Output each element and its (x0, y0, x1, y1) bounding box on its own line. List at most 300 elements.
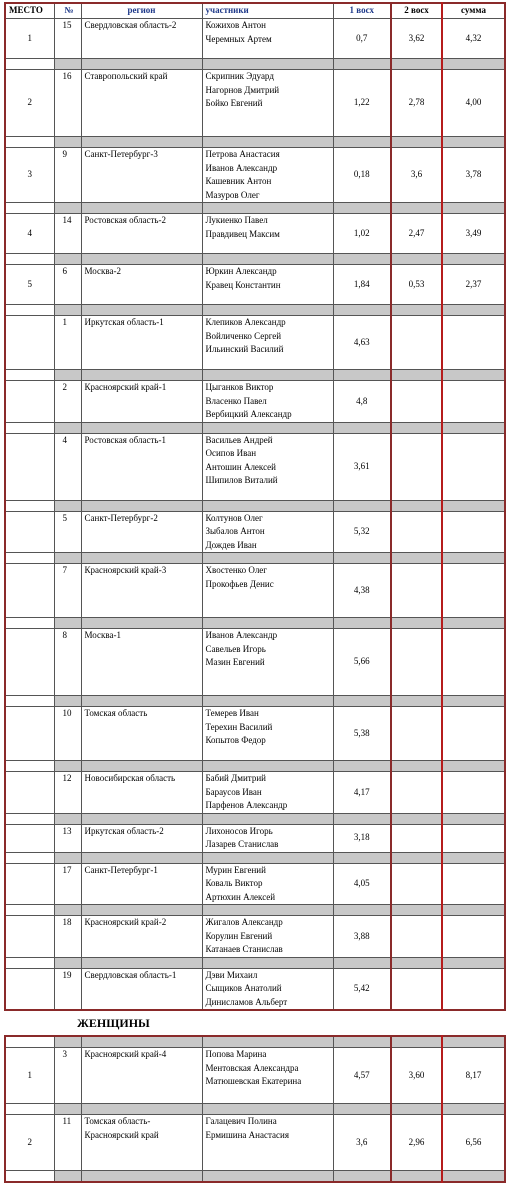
participant-name: Кравец Константин (205, 279, 281, 290)
separator-cell (54, 852, 81, 863)
separator-cell (442, 905, 505, 916)
table-row (5, 1048, 505, 1104)
cell-ascent-2: 2,78 (391, 70, 442, 137)
cell-sum (442, 824, 505, 852)
table-row (5, 214, 505, 254)
separator-cell (54, 370, 81, 381)
separator-cell (333, 59, 391, 70)
separator-cell (81, 1036, 202, 1048)
table-row (5, 707, 505, 761)
separator-row (5, 203, 505, 214)
cell-place (5, 863, 54, 905)
separator-row (5, 618, 505, 629)
table-row (5, 968, 505, 1010)
separator-cell (202, 905, 333, 916)
separator-cell (5, 500, 54, 511)
separator-cell (81, 1104, 202, 1115)
separator-cell (81, 553, 202, 564)
cell-region (81, 316, 202, 370)
cell-ascent-2: 2,96 (391, 1115, 442, 1171)
separator-row (5, 254, 505, 265)
separator-row (5, 761, 505, 772)
cell-number: 9 (54, 148, 81, 203)
separator-cell (81, 696, 202, 707)
cell-ascent-2 (391, 564, 442, 618)
separator-cell (333, 905, 391, 916)
separator-cell (54, 59, 81, 70)
cell-region (81, 968, 202, 1010)
participant-name: Юркин Александр (205, 266, 277, 276)
participant-name: Лукиенко Павел (205, 215, 268, 225)
separator-cell (54, 618, 81, 629)
cell-region (81, 916, 202, 958)
cell-sum: 6,56 (442, 1115, 505, 1171)
cell-ascent-1: 0,18 (333, 148, 391, 203)
cell-ascent-2 (391, 968, 442, 1010)
separator-cell (81, 905, 202, 916)
participant-name: Правдивец Максим (205, 228, 280, 239)
participant-name: Жигалов Александр (205, 917, 283, 927)
separator-row (5, 553, 505, 564)
cell-place: 1 (5, 19, 54, 59)
header-sum: сумма (442, 3, 505, 19)
region-line: Свердловская область-1 (84, 969, 177, 980)
header-ascent-1: 1 восх (333, 3, 391, 19)
participant-name: Антошин Алексей (205, 461, 276, 472)
separator-cell (333, 137, 391, 148)
separator-cell (54, 905, 81, 916)
separator-cell (333, 1104, 391, 1115)
cell-number: 19 (54, 968, 81, 1010)
participant-name: Иванов Александр (205, 162, 278, 173)
region-line: Красноярский край (84, 1129, 159, 1140)
cell-sum (442, 511, 505, 553)
cell-participants (202, 70, 333, 137)
cell-ascent-2 (391, 772, 442, 814)
cell-participants (202, 968, 333, 1010)
separator-cell (442, 553, 505, 564)
cell-ascent-1: 3,88 (333, 916, 391, 958)
cell-ascent-1: 4,17 (333, 772, 391, 814)
table-row (5, 265, 505, 305)
separator-row (5, 137, 505, 148)
cell-region (81, 1048, 202, 1104)
cell-region (81, 19, 202, 59)
separator-cell (202, 1036, 333, 1048)
participant-name: Коваль Виктор (205, 878, 263, 888)
cell-place (5, 824, 54, 852)
separator-cell (81, 203, 202, 214)
women-section-title: ЖЕНЩИНЫ (77, 1016, 150, 1030)
separator-row (5, 813, 505, 824)
cell-number: 6 (54, 265, 81, 305)
region-line: Санкт-Петербург-1 (84, 864, 158, 875)
header-participants: участники (202, 3, 333, 19)
separator-cell (5, 761, 54, 772)
participant-name: Нагорнов Дмитрий (205, 84, 280, 95)
separator-cell (391, 422, 442, 433)
separator-cell (333, 618, 391, 629)
separator-cell (5, 813, 54, 824)
separator-cell (333, 696, 391, 707)
participant-name: Попова Марина (205, 1049, 267, 1059)
cell-sum: 4,00 (442, 70, 505, 137)
cell-ascent-2 (391, 433, 442, 500)
cell-participants (202, 1048, 333, 1104)
separator-cell (54, 1104, 81, 1115)
separator-cell (391, 696, 442, 707)
participant-name: Прокофьев Денис (205, 578, 274, 589)
separator-cell (442, 761, 505, 772)
cell-number: 16 (54, 70, 81, 137)
cell-region (81, 707, 202, 761)
separator-row (5, 852, 505, 863)
separator-cell (202, 203, 333, 214)
separator-row (5, 305, 505, 316)
cell-sum (442, 629, 505, 696)
cell-place (5, 381, 54, 423)
table-row (5, 381, 505, 423)
separator-cell (391, 1171, 442, 1183)
separator-cell (202, 254, 333, 265)
participant-name: Савельев Игорь (205, 643, 266, 654)
women-results-table (4, 1035, 506, 1183)
cell-ascent-1: 4,63 (333, 316, 391, 370)
separator-cell (5, 370, 54, 381)
separator-cell (333, 305, 391, 316)
separator-cell (5, 422, 54, 433)
separator-cell (5, 1171, 54, 1183)
cell-sum (442, 433, 505, 500)
separator-cell (54, 203, 81, 214)
cell-place: 2 (5, 1115, 54, 1171)
separator-cell (442, 1171, 505, 1183)
participant-name: Вербицкий Александр (205, 409, 292, 419)
separator-cell (202, 370, 333, 381)
separator-cell (81, 137, 202, 148)
cell-place: 5 (5, 265, 54, 305)
cell-place (5, 629, 54, 696)
cell-sum: 3,49 (442, 214, 505, 254)
separator-cell (391, 370, 442, 381)
table-row (5, 433, 505, 500)
participant-name: Петрова Анастасия (205, 149, 280, 159)
separator-row (5, 422, 505, 433)
cell-ascent-1: 1,84 (333, 265, 391, 305)
separator-cell (202, 305, 333, 316)
separator-cell (54, 1171, 81, 1183)
cell-number: 15 (54, 19, 81, 59)
separator-cell (333, 852, 391, 863)
separator-row (5, 696, 505, 707)
separator-cell (202, 696, 333, 707)
cell-ascent-1: 4,05 (333, 863, 391, 905)
cell-sum (442, 381, 505, 423)
separator-cell (333, 370, 391, 381)
header-place: МЕСТО (5, 3, 54, 19)
participant-name: Ермишина Анастасия (205, 1129, 289, 1140)
separator-row (5, 1104, 505, 1115)
cell-region (81, 564, 202, 618)
separator-cell (442, 59, 505, 70)
separator-row (5, 1036, 505, 1048)
separator-cell (442, 370, 505, 381)
cell-number: 8 (54, 629, 81, 696)
cell-region (81, 381, 202, 423)
region-line: Томская область- (84, 1116, 151, 1126)
separator-cell (333, 422, 391, 433)
cell-participants (202, 1115, 333, 1171)
separator-cell (81, 618, 202, 629)
table-row (5, 148, 505, 203)
separator-cell (54, 254, 81, 265)
separator-cell (202, 137, 333, 148)
region-line: Иркутская область-1 (84, 317, 164, 327)
cell-sum (442, 968, 505, 1010)
separator-cell (81, 852, 202, 863)
region-line: Иркутская область-2 (84, 825, 164, 836)
separator-cell (54, 813, 81, 824)
separator-cell (391, 254, 442, 265)
region-line: Москва-1 (84, 630, 121, 640)
cell-participants (202, 824, 333, 852)
separator-cell (442, 1036, 505, 1048)
participant-name: Шипилов Виталий (205, 475, 278, 485)
participant-name: Кашевник Антон (205, 176, 272, 186)
cell-ascent-1: 5,38 (333, 707, 391, 761)
cell-sum (442, 564, 505, 618)
participant-name: Терехин Василий (205, 721, 273, 732)
separator-cell (391, 1036, 442, 1048)
cell-place: 2 (5, 70, 54, 137)
participant-name: Корулин Евгений (205, 930, 273, 941)
region-line: Ростовская область-1 (84, 434, 166, 445)
separator-cell (442, 1104, 505, 1115)
table-row (5, 916, 505, 958)
cell-sum: 4,32 (442, 19, 505, 59)
separator-cell (391, 905, 442, 916)
cell-number: 5 (54, 511, 81, 553)
participant-name: Хвостенко Олег (205, 565, 267, 575)
men-table-body (5, 19, 505, 1011)
region-line: Москва-2 (84, 266, 121, 276)
separator-cell (5, 1036, 54, 1048)
cell-place (5, 316, 54, 370)
cell-ascent-2 (391, 629, 442, 696)
cell-sum: 2,37 (442, 265, 505, 305)
region-line: Санкт-Петербург-3 (84, 149, 158, 159)
separator-cell (5, 137, 54, 148)
cell-ascent-2 (391, 381, 442, 423)
cell-ascent-2 (391, 824, 442, 852)
cell-number: 11 (54, 1115, 81, 1171)
cell-place (5, 772, 54, 814)
cell-participants (202, 214, 333, 254)
cell-sum (442, 916, 505, 958)
cell-number: 1 (54, 316, 81, 370)
cell-number: 3 (54, 1048, 81, 1104)
cell-participants (202, 772, 333, 814)
participant-name: Цыганков Виктор (205, 382, 274, 392)
separator-cell (391, 305, 442, 316)
separator-cell (5, 553, 54, 564)
cell-ascent-2 (391, 316, 442, 370)
separator-cell (81, 500, 202, 511)
region-line: Ставропольский край (84, 71, 168, 81)
header-region: регион (81, 3, 202, 19)
cell-ascent-2 (391, 707, 442, 761)
separator-cell (333, 1036, 391, 1048)
separator-cell (54, 422, 81, 433)
region-line: Новосибирская область (84, 773, 176, 783)
separator-row (5, 500, 505, 511)
participant-name: Власенко Павел (205, 395, 267, 406)
separator-row (5, 59, 505, 70)
cell-ascent-2: 3,6 (391, 148, 442, 203)
participant-name: Темерев Иван (205, 708, 259, 718)
participant-name: Мурин Евгений (205, 864, 266, 875)
separator-cell (81, 370, 202, 381)
cell-number: 13 (54, 824, 81, 852)
cell-participants (202, 148, 333, 203)
separator-cell (202, 1104, 333, 1115)
region-line: Томская область (84, 708, 148, 718)
cell-place (5, 433, 54, 500)
separator-cell (333, 254, 391, 265)
participant-name: Зыбалов Антон (205, 526, 265, 536)
separator-cell (202, 500, 333, 511)
cell-ascent-2: 3,60 (391, 1048, 442, 1104)
separator-cell (202, 618, 333, 629)
results-page (4, 2, 504, 1183)
cell-region (81, 265, 202, 305)
separator-cell (442, 137, 505, 148)
separator-cell (391, 500, 442, 511)
cell-region (81, 1115, 202, 1171)
participant-name: Парфенов Александр (205, 800, 288, 810)
participant-name: Войличенко Сергей (205, 330, 282, 341)
cell-place (5, 707, 54, 761)
region-line: Ростовская область-2 (84, 215, 166, 225)
cell-ascent-2 (391, 863, 442, 905)
cell-participants (202, 433, 333, 500)
women-table-body (5, 1036, 505, 1182)
separator-cell (81, 305, 202, 316)
cell-ascent-1: 1,02 (333, 214, 391, 254)
separator-cell (5, 618, 54, 629)
participant-name: Динисламов Альберт (205, 996, 288, 1007)
cell-participants (202, 381, 333, 423)
separator-cell (391, 1104, 442, 1115)
cell-number: 18 (54, 916, 81, 958)
separator-cell (391, 203, 442, 214)
separator-cell (391, 852, 442, 863)
table-row (5, 19, 505, 59)
cell-participants (202, 564, 333, 618)
participant-name: Клепиков Александр (205, 317, 286, 327)
region-line: Красноярский край-3 (84, 565, 167, 575)
separator-cell (333, 203, 391, 214)
separator-cell (391, 813, 442, 824)
cell-participants (202, 629, 333, 696)
region-line: Красноярский край-2 (84, 917, 167, 927)
separator-cell (5, 852, 54, 863)
separator-cell (202, 957, 333, 968)
participant-name: Матюшевская Екатерина (205, 1076, 302, 1086)
table-row (5, 863, 505, 905)
cell-participants (202, 19, 333, 59)
separator-cell (81, 254, 202, 265)
separator-cell (442, 957, 505, 968)
separator-cell (442, 813, 505, 824)
region-line: Красноярский край-1 (84, 382, 167, 392)
cell-sum (442, 707, 505, 761)
participant-name: Васильев Андрей (205, 434, 273, 445)
cell-place: 4 (5, 214, 54, 254)
cell-region (81, 629, 202, 696)
separator-cell (442, 618, 505, 629)
separator-cell (81, 1171, 202, 1183)
cell-sum (442, 316, 505, 370)
table-row (5, 772, 505, 814)
cell-region (81, 863, 202, 905)
participant-name: Лихоносов Игорь (205, 825, 273, 836)
region-line: Красноярский край-4 (84, 1049, 167, 1059)
separator-cell (5, 305, 54, 316)
separator-cell (333, 500, 391, 511)
cell-participants (202, 707, 333, 761)
cell-number: 10 (54, 707, 81, 761)
participant-name: Лазарев Станислав (205, 839, 279, 849)
separator-cell (391, 957, 442, 968)
separator-cell (5, 905, 54, 916)
table-row (5, 629, 505, 696)
cell-ascent-1: 4,38 (333, 564, 391, 618)
separator-row (5, 1171, 505, 1183)
separator-cell (5, 1104, 54, 1115)
table-row (5, 824, 505, 852)
separator-cell (5, 254, 54, 265)
separator-cell (333, 1171, 391, 1183)
separator-cell (54, 957, 81, 968)
participant-name: Осипов Иван (205, 448, 257, 458)
participant-name: Ильинский Василий (205, 344, 284, 354)
cell-region (81, 511, 202, 553)
participant-name: Мазуров Олег (205, 189, 260, 200)
participant-name: Ментовская Александра (205, 1062, 299, 1073)
separator-cell (5, 696, 54, 707)
separator-cell (5, 203, 54, 214)
cell-region (81, 214, 202, 254)
separator-cell (5, 957, 54, 968)
separator-cell (333, 813, 391, 824)
participant-name: Бараусов Иван (205, 786, 262, 797)
header-ascent-2: 2 восх (391, 3, 442, 19)
separator-cell (333, 553, 391, 564)
separator-cell (442, 254, 505, 265)
cell-participants (202, 265, 333, 305)
participant-name: Бойко Евгений (205, 98, 263, 108)
cell-ascent-1: 4,57 (333, 1048, 391, 1104)
cell-number: 4 (54, 433, 81, 500)
separator-cell (442, 203, 505, 214)
separator-cell (54, 137, 81, 148)
separator-cell (81, 422, 202, 433)
cell-ascent-2: 2,47 (391, 214, 442, 254)
separator-cell (391, 59, 442, 70)
separator-cell (202, 813, 333, 824)
separator-cell (54, 500, 81, 511)
